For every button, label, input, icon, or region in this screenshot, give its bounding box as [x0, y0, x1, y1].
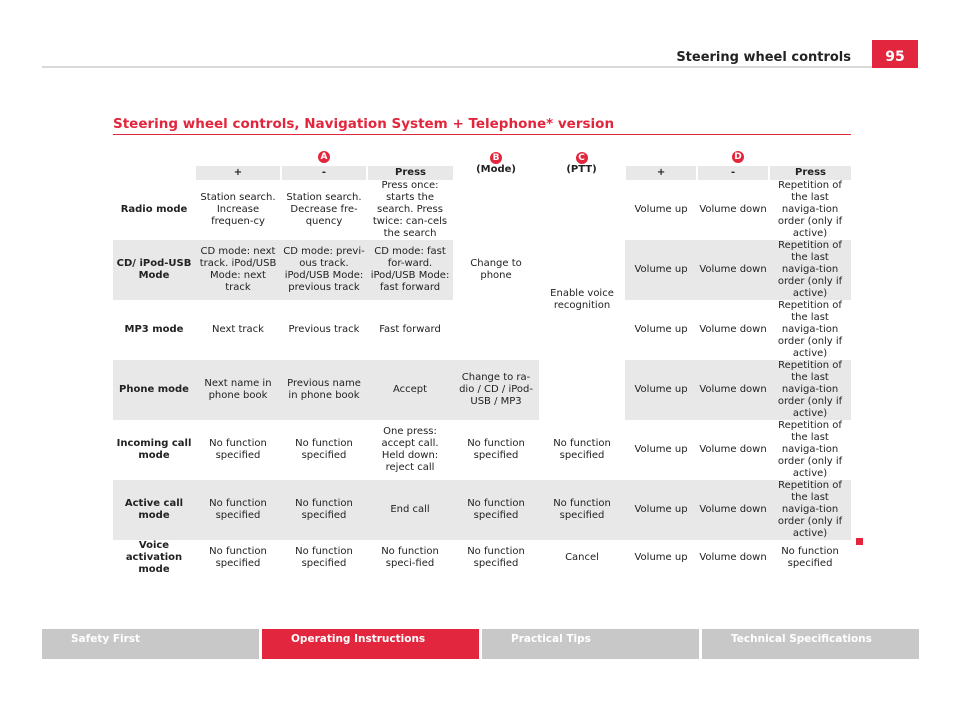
cell-a-press: No function speci-fied — [381, 546, 439, 569]
cell-d-minus: Volume down — [699, 444, 767, 455]
cell-a-plus: No function specified — [209, 438, 267, 461]
cell-a-minus: No function specified — [295, 438, 353, 461]
cell-a-minus: CD mode: previ-ous track. iPod/USB Mode: previous track — [281, 240, 367, 300]
group-d-header — [625, 148, 851, 166]
subheader-d-plus: + — [625, 166, 697, 180]
cell-a-press: Fast forward — [379, 324, 441, 335]
cell-b-merged: Change to phone — [453, 180, 539, 360]
subheader-a-minus: - — [281, 166, 367, 180]
cell-a-press: Accept — [367, 360, 453, 420]
table-row — [113, 420, 851, 480]
cell-a-plus: CD mode: next track. iPod/USB Mode: next track — [195, 240, 281, 300]
cell-a-plus: Station search. Increase frequen-cy — [200, 192, 276, 227]
cell-b: No function specified — [453, 480, 539, 540]
section-title: Steering wheel controls, Navigation System + Telephone* version — [113, 116, 615, 132]
row-label: Voice activation mode — [125, 540, 183, 575]
footer-tab-technical-specifications[interactable]: Technical Specifications — [702, 629, 919, 659]
group-c-header — [539, 148, 625, 180]
cell-d-plus: Volume up — [625, 360, 697, 420]
table-row — [113, 360, 851, 420]
cell-d-press: Repetition of the last naviga-tion order (only if active) — [777, 420, 843, 479]
cell-d-press: Repetition of the last naviga-tion order (only if active) — [769, 240, 851, 300]
cell-a-minus: Station search. Decrease fre-quency — [286, 192, 362, 227]
cell-d-minus: Volume down — [697, 240, 769, 300]
cell-d-press: No function specified — [781, 546, 839, 569]
subheader-d-press: Press — [769, 166, 851, 180]
cell-a-press: CD mode: fast for-ward. iPod/USB Mode: fast forward — [367, 240, 453, 300]
letter-d-badge: D — [732, 151, 744, 163]
row-label: MP3 mode — [124, 324, 184, 335]
cell-a-press: One press: accept call. Held down: reject call — [381, 426, 439, 473]
cell-d-plus: Volume up — [625, 240, 697, 300]
cell-a-minus: No function specified — [295, 546, 353, 569]
cell-a-press: End call — [367, 480, 453, 540]
cell-d-plus: Volume up — [634, 444, 688, 455]
cell-d-plus: Volume up — [634, 324, 688, 335]
cell-d-plus: Volume up — [634, 552, 688, 563]
cell-d-press: Repetition of the last naviga-tion order (only if active) — [777, 300, 843, 359]
letter-b-badge: B — [490, 152, 502, 164]
cell-b: No function specified — [467, 438, 525, 461]
group-c-label: (PTT) — [566, 164, 597, 175]
cell-d-minus: Volume down — [697, 360, 769, 420]
cell-d-plus: Volume up — [625, 480, 697, 540]
cell-d-press: Repetition of the last naviga-tion order (only if active) — [769, 480, 851, 540]
cell-a-minus: Previous track — [288, 324, 360, 335]
row-label: Active call mode — [113, 480, 195, 540]
group-b-header — [453, 148, 539, 180]
row-label: Incoming call mode — [116, 438, 192, 461]
cell-d-minus: Volume down — [699, 324, 767, 335]
controls-table — [113, 148, 851, 576]
group-b-label: (Mode) — [476, 164, 516, 175]
cell-b: Change to ra-dio / CD / iPod-USB / MP3 — [453, 360, 539, 420]
row-label: CD/ iPod-USB Mode — [113, 240, 195, 300]
cell-c: No function specified — [553, 438, 611, 461]
cell-c-merged: Enable voice recognition — [539, 180, 625, 420]
subheader-d-minus: - — [697, 166, 769, 180]
page-number: 95 — [872, 40, 918, 68]
cell-a-plus: No function specified — [195, 480, 281, 540]
cell-a-plus: Next name in phone book — [195, 360, 281, 420]
cell-b: No function specified — [467, 546, 525, 569]
table-row — [113, 180, 851, 240]
footer-tab-practical-tips[interactable]: Practical Tips — [482, 629, 699, 659]
cell-d-press: Repetition of the last naviga-tion order (only if active) — [777, 180, 843, 239]
cell-a-minus: Previous name in phone book — [281, 360, 367, 420]
row-label: Radio mode — [120, 204, 188, 215]
group-a-header — [195, 148, 453, 166]
section-rule — [113, 134, 851, 135]
cell-d-minus: Volume down — [699, 204, 767, 215]
cell-a-press: Press once: starts the search. Press twice: can-cels the search — [372, 180, 448, 239]
chapter-title: Steering wheel controls — [676, 50, 851, 65]
cell-a-minus: No function specified — [281, 480, 367, 540]
cell-a-plus: Next track — [212, 324, 264, 335]
table-row — [113, 540, 851, 576]
footer-nav — [42, 629, 919, 659]
end-of-section-marker — [856, 538, 863, 545]
table-row — [113, 480, 851, 540]
subheader-a-press: Press — [367, 166, 453, 180]
cell-c: Cancel — [565, 552, 599, 563]
cell-d-minus: Volume down — [699, 552, 767, 563]
letter-a-badge: A — [318, 151, 330, 163]
header-rule — [42, 66, 918, 68]
row-label: Phone mode — [113, 360, 195, 420]
footer-tab-operating-instructions[interactable]: Operating Instructions — [262, 629, 479, 659]
footer-tab-safety-first[interactable]: Safety First — [42, 629, 259, 659]
cell-d-plus: Volume up — [634, 204, 688, 215]
cell-c: No function specified — [539, 480, 625, 540]
subheader-a-plus: + — [195, 166, 281, 180]
cell-a-plus: No function specified — [209, 546, 267, 569]
letter-c-badge: C — [576, 152, 588, 164]
cell-d-minus: Volume down — [697, 480, 769, 540]
cell-d-press: Repetition of the last naviga-tion order (only if active) — [769, 360, 851, 420]
